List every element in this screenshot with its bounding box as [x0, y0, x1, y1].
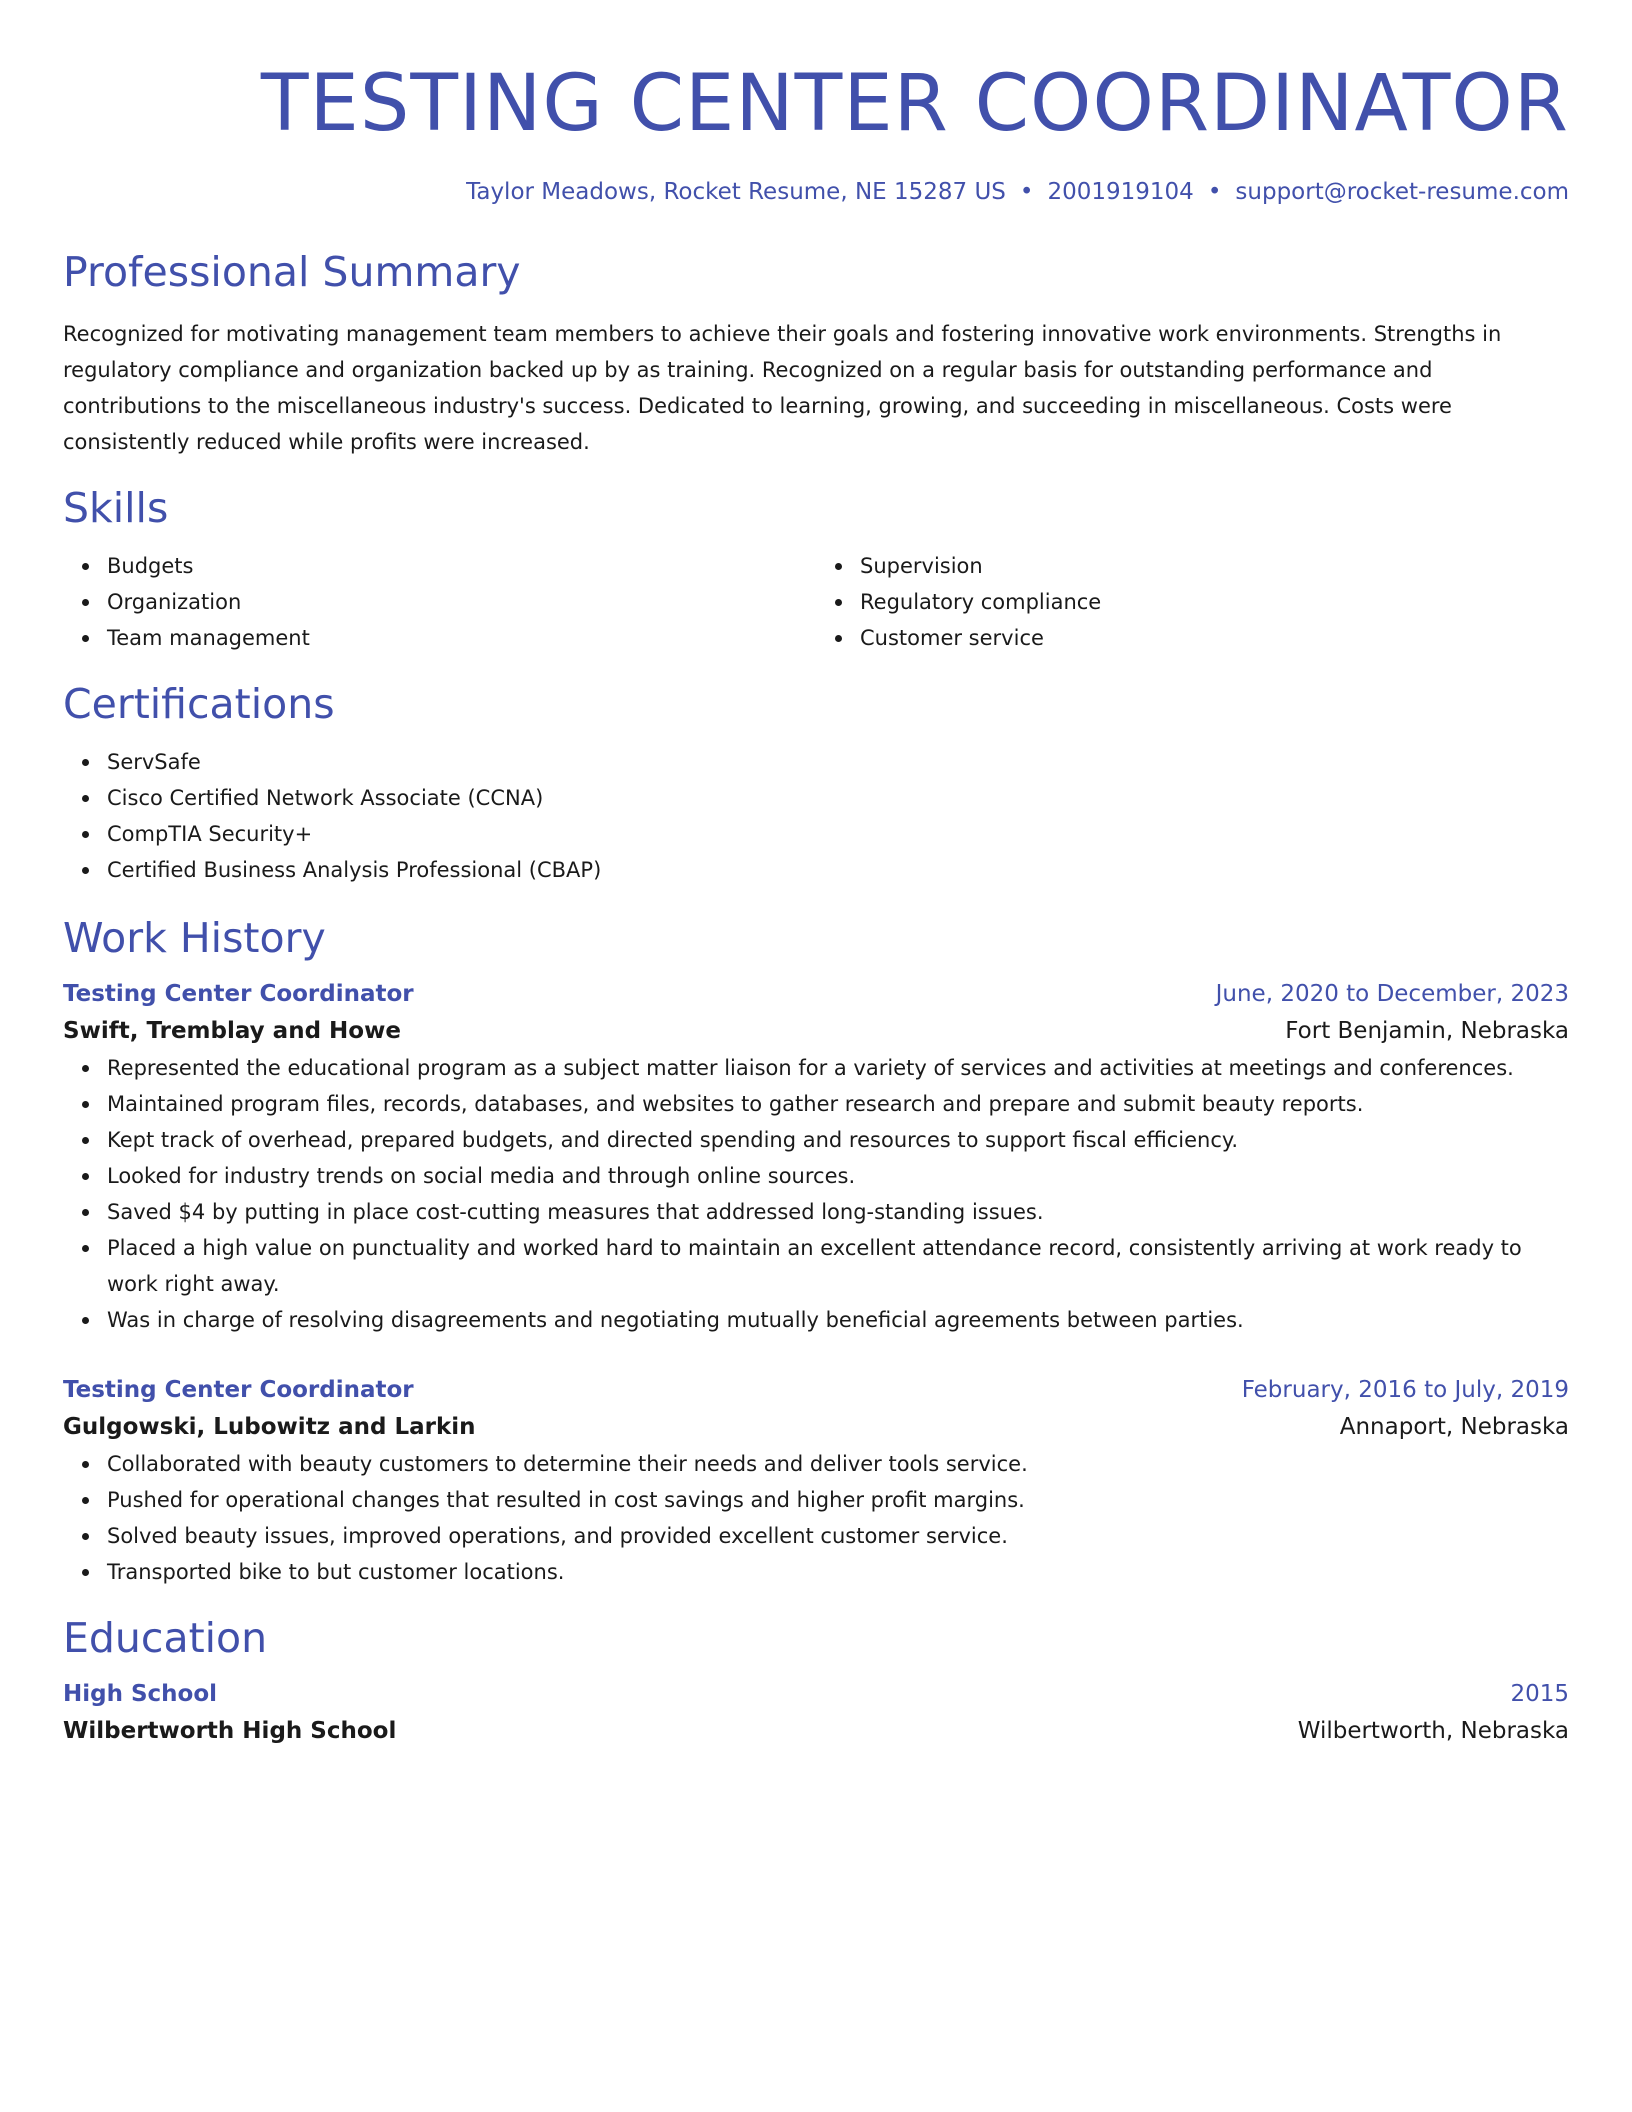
job-company: Swift, Tremblay and Howe	[63, 1018, 401, 1044]
certifications-list	[63, 744, 1569, 888]
contact-phone: 2001919104	[1047, 179, 1194, 205]
job-header	[63, 1372, 1569, 1408]
job-bullet: Represented the educational program as a subject matter liaison for a variety of services and activities at meetings and conferences.	[107, 1050, 1569, 1086]
job-title: Testing Center Coordinator	[63, 981, 414, 1007]
contact-separator: •	[1019, 179, 1034, 205]
job-entry	[63, 976, 1569, 1338]
job-bullet: Kept track of overhead, prepared budgets, and directed spending and resources to support fiscal efficiency.	[107, 1122, 1569, 1158]
skill-item: Supervision	[860, 548, 1569, 584]
job-location: Fort Benjamin, Nebraska	[1285, 1018, 1569, 1044]
job-bullet: Transported bike to but customer locations.	[107, 1554, 1569, 1590]
certification-item: CompTIA Security+	[107, 816, 1569, 852]
skills-column-right	[816, 548, 1569, 656]
job-bullet: Collaborated with beauty customers to determine their needs and deliver tools service.	[107, 1446, 1569, 1482]
job-entry	[63, 1372, 1569, 1590]
job-subheader	[63, 1012, 1569, 1050]
summary-heading: Professional Summary	[63, 248, 521, 296]
contact-line	[63, 176, 1569, 208]
contact-email[interactable]: support@rocket-resume.com	[1235, 179, 1569, 205]
education-heading: Education	[63, 1614, 268, 1662]
job-bullets	[63, 1446, 1569, 1590]
work-history-heading: Work History	[63, 914, 326, 962]
skills-column-left	[63, 548, 816, 656]
job-bullet: Solved beauty issues, improved operations, and provided excellent customer service.	[107, 1518, 1569, 1554]
job-header	[63, 976, 1569, 1012]
job-location: Annaport, Nebraska	[1339, 1414, 1569, 1440]
job-bullet: Pushed for operational changes that resulted in cost savings and higher profit margins.	[107, 1482, 1569, 1518]
job-dates: June, 2020 to December, 2023	[1215, 981, 1569, 1007]
job-subheader	[63, 1408, 1569, 1446]
certification-item: ServSafe	[107, 744, 1569, 780]
skill-item: Organization	[107, 584, 816, 620]
contact-separator: •	[1207, 179, 1222, 205]
education-degree: High School	[63, 1681, 218, 1707]
job-title: Testing Center Coordinator	[63, 1377, 414, 1403]
contact-address: Taylor Meadows, Rocket Resume, NE 15287 US	[466, 179, 1006, 205]
education-year: 2015	[1510, 1681, 1569, 1707]
job-bullets	[63, 1050, 1569, 1338]
education-entry	[63, 1676, 1569, 1750]
skill-item: Regulatory compliance	[860, 584, 1569, 620]
education-subheader	[63, 1712, 1569, 1750]
education-location: Wilbertworth, Nebraska	[1297, 1718, 1569, 1744]
skills-list	[63, 548, 1569, 656]
skills-heading: Skills	[63, 484, 169, 532]
education-header	[63, 1676, 1569, 1712]
job-company: Gulgowski, Lubowitz and Larkin	[63, 1414, 476, 1440]
certification-item: Cisco Certified Network Associate (CCNA)	[107, 780, 1569, 816]
resume-title: TESTING CENTER COORDINATOR	[260, 59, 1569, 149]
job-bullet: Placed a high value on punctuality and worked hard to maintain an excellent attendance record, consistently arriving at work ready to work right away.	[107, 1230, 1569, 1302]
job-bullet: Saved $4 by putting in place cost-cutting measures that addressed long-standing issues.	[107, 1194, 1569, 1230]
job-dates: February, 2016 to July, 2019	[1241, 1377, 1569, 1403]
certifications-heading: Certifications	[63, 680, 335, 728]
skill-item: Team management	[107, 620, 816, 656]
certification-item: Certified Business Analysis Professional (CBAP)	[107, 852, 1569, 888]
job-bullet: Looked for industry trends on social media and through online sources.	[107, 1158, 1569, 1194]
skill-item: Budgets	[107, 548, 816, 584]
job-bullet: Was in charge of resolving disagreements and negotiating mutually beneficial agreements between parties.	[107, 1302, 1569, 1338]
job-bullet: Maintained program files, records, databases, and websites to gather research and prepare and submit beauty reports.	[107, 1086, 1569, 1122]
skill-item: Customer service	[860, 620, 1569, 656]
summary-text: Recognized for motivating management team members to achieve their goals and fostering innovative work environments. Strengths in regulatory compliance and organization backed up by as training. Recognized on a regular basis for outstanding performance and contributions to the miscellaneous industry's success. Dedicated to learning, growing, and succeeding in miscellaneous. Costs were consistently reduced while profits were increased.	[63, 322, 1502, 454]
education-school: Wilbertworth High School	[63, 1718, 397, 1744]
